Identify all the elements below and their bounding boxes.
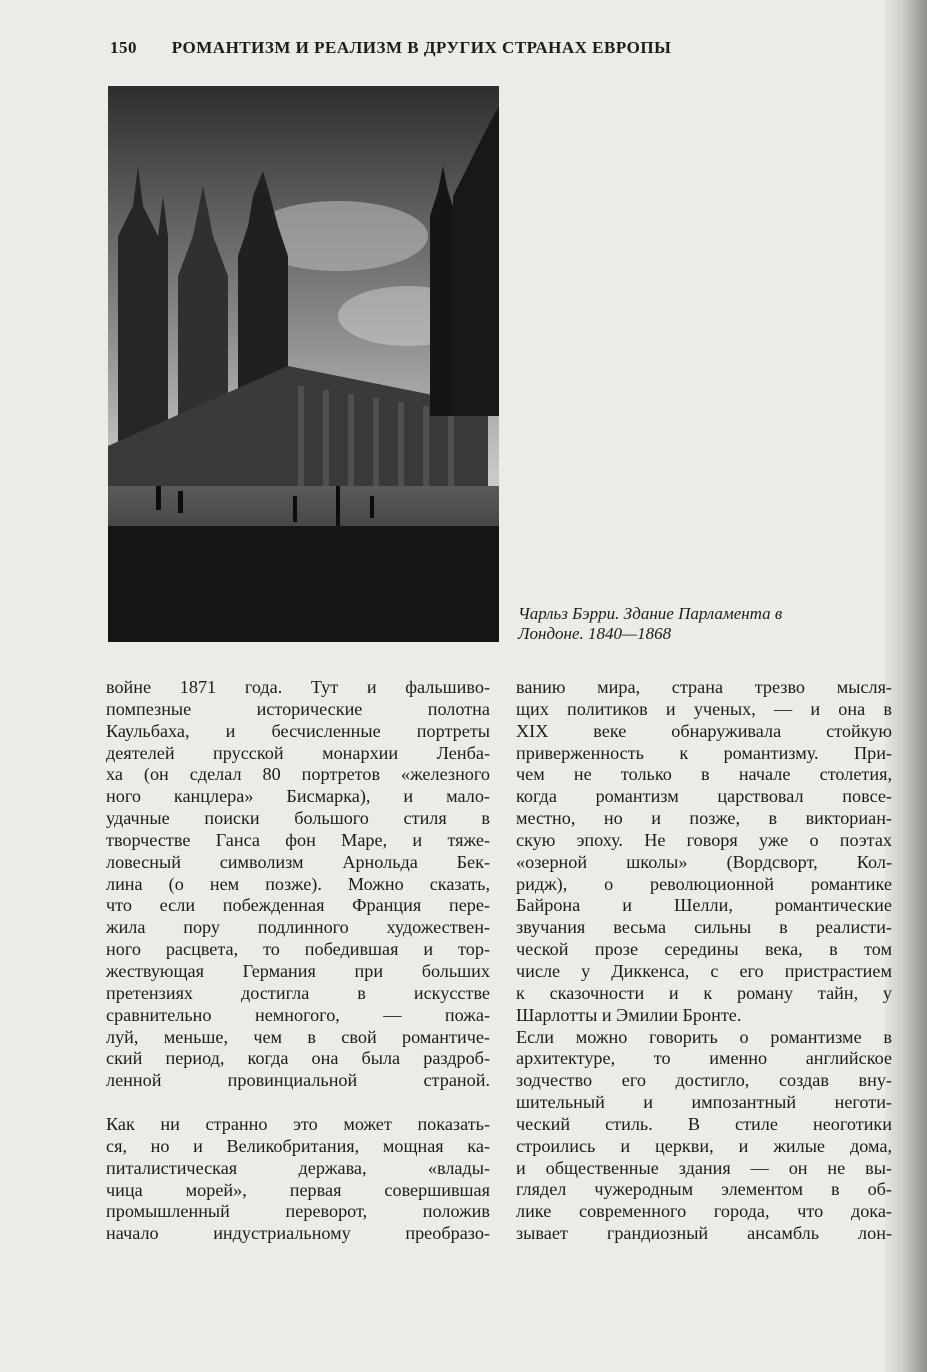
text-line: зодчество его достигло, создав вну- [516,1070,892,1091]
text-line: промышленный переворот, положив [106,1201,490,1222]
text-line: жила пору подлинного художествен- [106,917,490,938]
text-line: Каульбаха, и бесчисленные портреты [106,720,490,741]
text-line: чем не только в начале столетия, [516,764,892,785]
text-line: войне 1871 года. Тут и фальшиво- [106,677,490,697]
text-line: щих политиков и ученых, — и она в [516,698,892,719]
text-line: лина (о нем позже). Можно сказать, [106,873,490,894]
text-line: к сказочности и к роману тайн, у [516,982,892,1003]
text-line: глядел чужеродным элементом в об- [516,1179,892,1200]
figure-caption [518,604,873,644]
parliament-photo [108,86,499,642]
text-line: архитектуре, то именно английское [516,1048,892,1069]
text-line: чица морей», первая совершившая [106,1179,490,1200]
text-line: жествующая Германия при больших [106,960,490,981]
text-line: Как ни странно это может показать- [106,1114,490,1135]
text-line: «озерной школы» (Вордсворт, Кол- [516,851,892,872]
paragraph-gap [106,1092,490,1114]
left-text-column [106,677,490,1245]
text-line: скую эпоху. Не говоря уже о поэтах [516,829,892,850]
text-line: ленной провинциальной страной. [106,1070,490,1091]
text-line: звучания весьма сильны в реалисти- [516,917,892,938]
text-line: местно, но и позже, в викториан- [516,808,892,829]
text-line: деятелей прусской монархии Ленба- [106,742,490,763]
text-line: ский период, когда она была раздроб- [106,1048,490,1069]
text-line: ловесный символизм Арнольда Бек- [106,851,490,872]
paragraph [106,1114,490,1245]
text-line: ного канцлера» Бисмарка), и мало- [106,786,490,807]
text-line: лике современного города, что дока- [516,1201,892,1222]
text-line: зывает грандиозный ансамбль лон- [516,1223,892,1244]
parliament-photo-drawing [108,86,499,642]
text-line: питалистическая держава, «влады- [106,1157,490,1178]
text-line: луй, меньше, чем в свой романтиче- [106,1026,490,1047]
text-line: ческой прозе середины века, в том [516,939,892,960]
text-line: ванию мира, страна трезво мысля- [516,677,892,697]
text-line: творчестве Ганса фон Маре, и тяже- [106,829,490,850]
text-line: и общественные здания — он не вы- [516,1157,892,1178]
text-line: Шарлотты и Эмилии Бронте. [516,1004,742,1025]
text-line: сравнительно немногого, — пожа- [106,1004,490,1025]
text-line: что если побежденная Франция пере- [106,895,490,916]
text-line: Если можно говорить о романтизме в [516,1026,892,1047]
text-line: когда романтизм царствовал повсе- [516,786,892,807]
text-line: приверженность к романтизму. При- [516,742,892,763]
running-title: РОМАНТИЗМ И РЕАЛИЗМ В ДРУГИХ СТРАНАХ ЕВРОПЫ [171,38,672,57]
page-header [110,38,671,58]
text-line: ческий стиль. В стиле неоготики [516,1113,892,1134]
text-line: ха (он сделал 80 портретов «железного [106,764,490,785]
text-line: ридж), о революционной романтике [516,873,892,894]
text-line: строились и церкви, и жилые дома, [516,1135,892,1156]
paragraph [516,1027,892,1245]
text-line: ного расцвета, то победившая и тор- [106,939,490,960]
text-line: начало индустриальному преобразо- [106,1223,490,1244]
right-text-column [516,677,892,1245]
text-line: Байрона и Шелли, романтические [516,895,892,916]
text-line: ся, но и Великобритания, мощная ка- [106,1135,490,1156]
caption-line: Чарльз Бэрри. Здание Парламента в [518,604,783,623]
text-line: помпезные исторические полотна [106,698,490,719]
text-line: числе у Диккенса, с его пристрастием [516,960,892,981]
text-line: удачные поиски большого стиля в [106,808,490,829]
text-line: XIX веке обнаруживала стойкую [516,720,892,741]
paragraph [106,677,490,1092]
text-line: претензиях достигла в искусстве [106,982,490,1003]
paragraph [516,677,892,1027]
page-number: 150 [110,38,137,57]
text-line: шительный и импозантный неготи- [516,1092,892,1113]
caption-line: Лондоне. 1840—1868 [518,624,672,643]
